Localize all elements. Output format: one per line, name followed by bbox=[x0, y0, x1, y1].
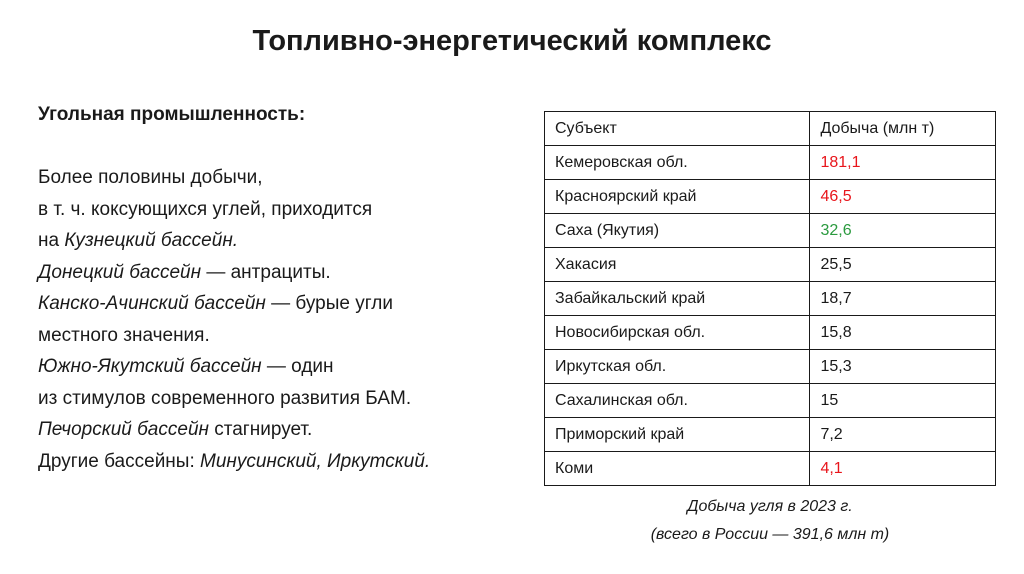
table-body bbox=[545, 146, 996, 486]
text-run: местного значения. bbox=[38, 324, 210, 346]
basin-name: Кузнецкий бассейн. bbox=[64, 230, 239, 251]
cell-production: 7,2 bbox=[810, 418, 996, 452]
cell-production: 18,7 bbox=[810, 282, 996, 316]
basin-name: Южно-Якутский бассейн bbox=[38, 356, 262, 377]
text-line bbox=[38, 320, 528, 352]
table-row bbox=[545, 248, 996, 282]
coal-production-table bbox=[544, 111, 996, 486]
text-run: — бурые угли bbox=[265, 293, 393, 314]
text-run: Другие бассейны: bbox=[38, 450, 201, 472]
text-body bbox=[38, 162, 528, 477]
text-line bbox=[38, 194, 528, 226]
text-run: стагнирует. bbox=[208, 419, 313, 440]
cell-subject: Кемеровская обл. bbox=[545, 146, 810, 180]
table-caption-total: (всего в России — 391,6 млн т) bbox=[650, 526, 890, 543]
column-header-subject: Субъект bbox=[545, 112, 810, 146]
text-run: в т. ч. коксующихся углей, приходится bbox=[38, 198, 373, 220]
cell-production: 32,6 bbox=[810, 214, 996, 248]
table-row bbox=[545, 350, 996, 384]
cell-subject: Хакасия bbox=[545, 248, 810, 282]
basin-name: Печорский бассейн bbox=[38, 419, 209, 440]
text-line bbox=[38, 162, 528, 194]
text-column bbox=[38, 102, 528, 477]
cell-subject: Забайкальский край bbox=[545, 282, 810, 316]
table-caption: Добыча угля в 2023 г. bbox=[687, 498, 853, 515]
cell-subject: Красноярский край bbox=[545, 180, 810, 214]
cell-subject: Коми bbox=[545, 452, 810, 486]
basin-name: Канско-Ачинский бассейн bbox=[38, 293, 266, 314]
table-row bbox=[545, 282, 996, 316]
text-run: Более половины добычи, bbox=[38, 167, 263, 188]
basin-name: Донецкий бассейн bbox=[38, 261, 202, 283]
text-line bbox=[38, 414, 528, 446]
column-header-production: Добыча (млн т) bbox=[810, 112, 996, 146]
table-row bbox=[545, 418, 996, 452]
text-line bbox=[38, 446, 528, 478]
text-line bbox=[38, 257, 528, 289]
cell-production: 46,5 bbox=[810, 180, 996, 214]
slide-title: Топливно-энергетический комплекс bbox=[252, 25, 772, 57]
cell-production: 15,3 bbox=[810, 350, 996, 384]
cell-subject: Иркутская обл. bbox=[545, 350, 810, 384]
cell-subject: Новосибирская обл. bbox=[545, 316, 810, 350]
text-run: — антрациты. bbox=[201, 261, 331, 283]
cell-subject: Сахалинская обл. bbox=[545, 384, 810, 418]
cell-production: 25,5 bbox=[810, 248, 996, 282]
cell-production: 181,1 bbox=[810, 146, 996, 180]
table-header-row bbox=[545, 112, 996, 146]
section-heading: Угольная промышленность: bbox=[38, 104, 306, 125]
table-row bbox=[545, 316, 996, 350]
table-row bbox=[545, 452, 996, 486]
text-line bbox=[38, 225, 528, 257]
text-run: на bbox=[38, 230, 65, 251]
table-row bbox=[545, 146, 996, 180]
text-line bbox=[38, 351, 528, 383]
table-row bbox=[545, 214, 996, 248]
text-run: из стимулов современного развития БАМ. bbox=[38, 387, 412, 409]
table-row bbox=[545, 180, 996, 214]
basin-name: Минусинский, Иркутский. bbox=[200, 450, 431, 472]
cell-production: 4,1 bbox=[810, 452, 996, 486]
cell-production: 15 bbox=[810, 384, 996, 418]
text-line bbox=[38, 383, 528, 415]
text-run: — один bbox=[261, 356, 334, 377]
table-row bbox=[545, 384, 996, 418]
text-line bbox=[38, 288, 528, 320]
cell-subject: Приморский край bbox=[545, 418, 810, 452]
cell-subject: Саха (Якутия) bbox=[545, 214, 810, 248]
cell-production: 15,8 bbox=[810, 316, 996, 350]
